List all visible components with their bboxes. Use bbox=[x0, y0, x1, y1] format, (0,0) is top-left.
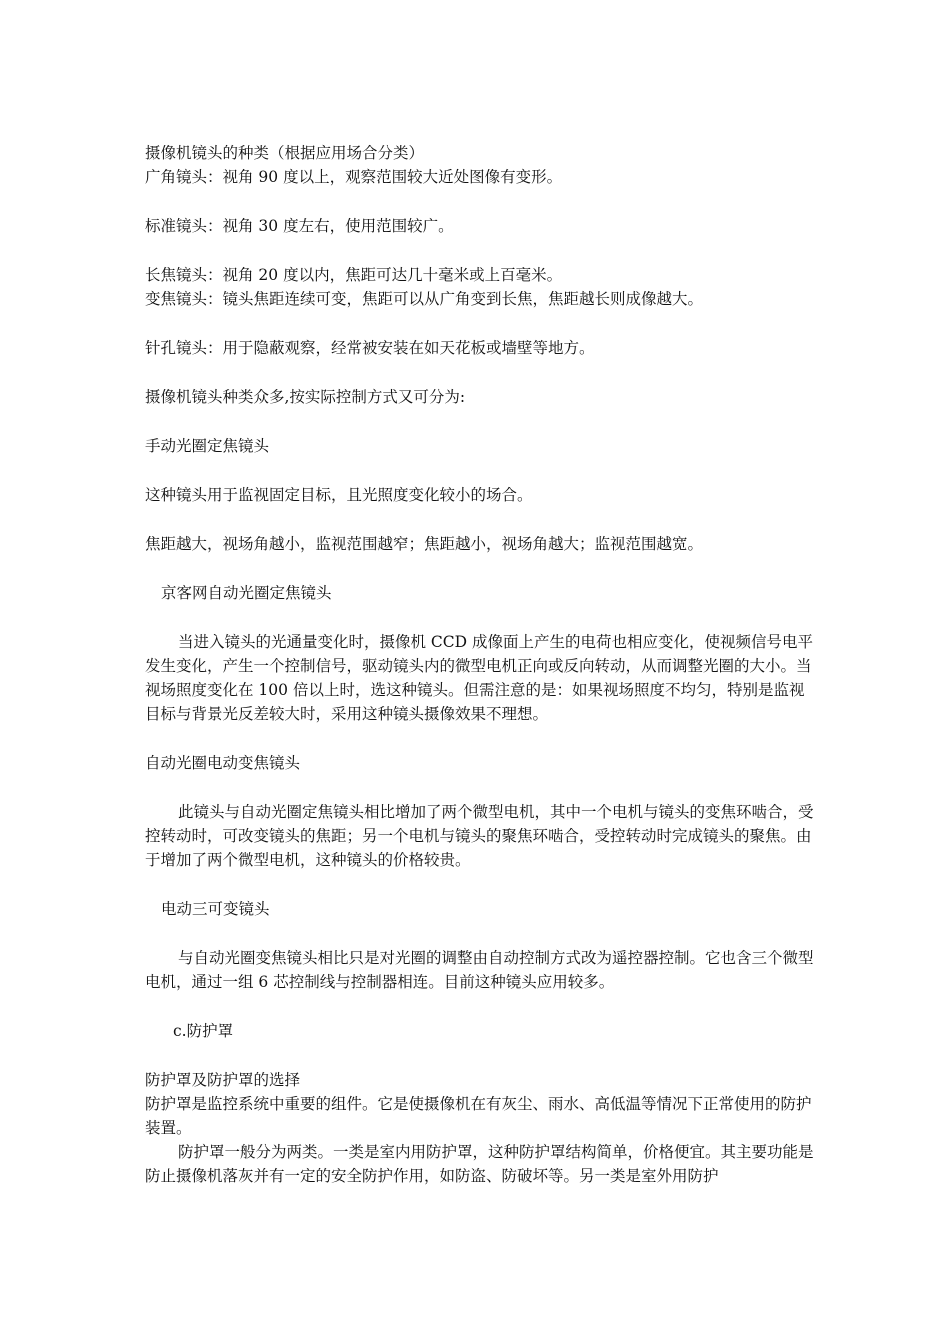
housing-definition-text: 防护罩是监控系统中重要的组件。它是使摄像机在有灰尘、雨水、高低温等情况下正常使用的防护装置。 bbox=[145, 1095, 812, 1137]
manual-iris-text: 这种镜头用于监视固定目标，且光照度变化较小的场合。 bbox=[145, 486, 533, 504]
housing-selection-heading: 防护罩及防护罩的选择 bbox=[145, 1071, 301, 1089]
motorized-lens-heading: 电动三可变镜头 bbox=[161, 900, 270, 918]
auto-iris-heading: 京客网自动光圈定焦镜头 bbox=[161, 584, 332, 602]
focal-length-note: 焦距越大，视场角越小，监视范围越窄；焦距越小，视场角越大；监视范围越宽。 bbox=[145, 535, 704, 553]
auto-iris-zoom-heading: 自动光圈电动变焦镜头 bbox=[145, 754, 301, 772]
heading-lens-types: 摄像机镜头的种类（根据应用场合分类） bbox=[145, 144, 425, 162]
pinhole-lens-text: 针孔镜头：用于隐蔽观察，经常被安装在如天花板或墙壁等地方。 bbox=[145, 339, 595, 357]
housing-section-heading: c.防护罩 bbox=[173, 1022, 234, 1040]
motorized-lens-text: 与自动光圈变焦镜头相比只是对光圈的调整由自动控制方式改为遥控器控制。它也含三个微型电机，通过一组 6 芯控制线与控制器相连。目前这种镜头应用较多。 bbox=[145, 949, 814, 991]
auto-iris-text: 当进入镜头的光通量变化时，摄像机 CCD 成像面上产生的电荷也相应变化，使视频信号电平发生变化，产生一个控制信号，驱动镜头内的微型电机正向或反向转动，从而调整光圈的大小。当视场照度变化在 100 倍以上时，选这种镜头。但需注意的是：如果视场照度不均匀，特别是监视目标与背景光反差较大时，采用这种镜头摄像效果不理想。 bbox=[145, 633, 814, 723]
telephoto-lens-text: 长焦镜头：视角 20 度以内，焦距可达几十毫米或上百毫米。 bbox=[145, 266, 563, 284]
auto-iris-zoom-text: 此镜头与自动光圈定焦镜头相比增加了两个微型电机，其中一个电机与镜头的变焦环啮合，受控转动时，可改变镜头的焦距；另一个电机与镜头的聚焦环啮合，受控转动时完成镜头的聚焦。由于增加了两个微型电机，这种镜头的价格较贵。 bbox=[145, 803, 814, 869]
standard-lens-text: 标准镜头：视角 30 度左右，使用范围较广。 bbox=[145, 217, 454, 235]
manual-iris-heading: 手动光圈定焦镜头 bbox=[145, 437, 270, 455]
wide-angle-lens-text: 广角镜头：视角 90 度以上，观察范围较大近处图像有变形。 bbox=[145, 168, 563, 186]
document-body bbox=[145, 141, 815, 1188]
control-types-intro: 摄像机镜头种类众多,按实际控制方式又可分为: bbox=[145, 388, 466, 406]
zoom-lens-text: 变焦镜头：镜头焦距连续可变，焦距可以从广角变到长焦，焦距越长则成像越大。 bbox=[145, 290, 704, 308]
housing-types-text: 防护罩一般分为两类。一类是室内用防护罩，这种防护罩结构简单，价格便宜。其主要功能是防止摄像机落灰并有一定的安全防护作用，如防盗、防破坏等。另一类是室外用防护 bbox=[145, 1143, 814, 1185]
